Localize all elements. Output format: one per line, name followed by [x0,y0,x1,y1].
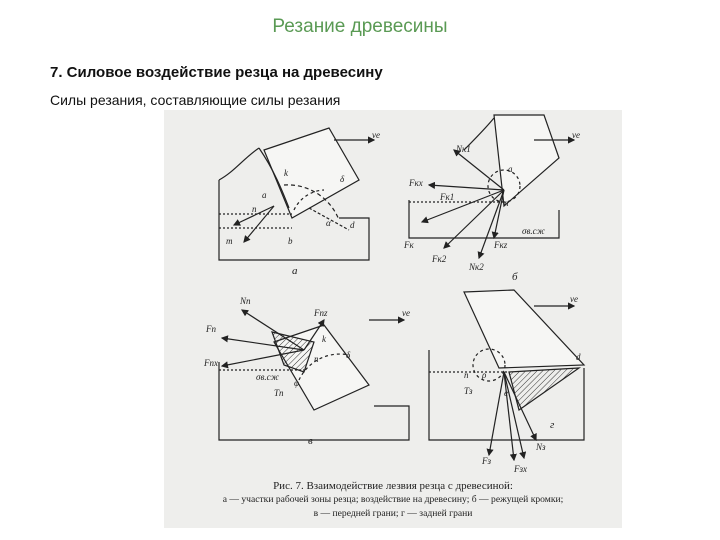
svg-text:Tп: Tп [274,388,284,398]
svg-text:ρ: ρ [482,370,487,380]
svg-text:vе: vе [402,308,410,318]
svg-text:Nк1: Nк1 [456,144,471,154]
svg-text:k: k [284,168,288,178]
svg-text:Nк2: Nк2 [469,262,484,272]
svg-text:n: n [464,370,469,380]
panel-b [409,115,574,258]
panel-a [219,128,374,260]
svg-text:d: d [350,220,355,230]
svg-text:Fкz: Fкz [494,240,508,250]
figure-caption-title: Рис. 7. Взаимодействие лезвия резца с древесиной: [273,480,513,492]
svg-text:δ: δ [346,350,351,360]
svg-text:Fк2: Fк2 [432,254,447,264]
svg-text:σв.сж: σв.сж [256,372,279,382]
panel-v [219,310,409,440]
panel-label-b: б [512,271,518,283]
figure-drawing [164,110,622,528]
svg-text:Tз: Tз [464,386,473,396]
svg-text:n: n [504,198,509,208]
svg-text:k: k [322,334,326,344]
svg-text:vе: vе [570,294,578,304]
svg-text:Fк: Fк [404,240,414,250]
svg-text:Nп: Nп [240,296,251,306]
svg-text:α: α [326,218,331,228]
svg-text:d: d [576,352,581,362]
svg-text:Fз: Fз [482,456,492,466]
cutting-forces-figure [164,110,622,528]
svg-text:Fпz: Fпz [314,308,328,318]
slide-title: Резание древесины [272,16,448,37]
panel-label-v: в [308,435,313,447]
svg-text:a: a [508,164,513,174]
svg-text:σв.сж: σв.сж [522,226,545,236]
panel-label-g: г [550,419,555,431]
svg-text:m: m [226,236,233,246]
figure-caption-line: в — передней грани; г — задней грани [313,508,473,519]
svg-text:Fп: Fп [206,324,216,334]
panel-label-a: а [292,265,298,277]
svg-text:Fкх: Fкх [409,178,423,188]
svg-text:Fпх: Fпх [204,358,218,368]
svg-text:φ: φ [294,378,299,388]
figure-caption-line: а — участки рабочей зоны резца; воздействие на древесину; б — режущей кромки; [222,494,564,505]
svg-text:n: n [252,204,257,214]
svg-text:n: n [314,354,319,364]
svg-text:δ: δ [340,174,345,184]
svg-text:Fк1: Fк1 [440,192,455,202]
svg-text:e: e [504,388,508,398]
section-subheading: Силы резания, составляющие силы резания [50,92,341,108]
svg-text:vе: vе [572,130,580,140]
svg-text:Fзх: Fзх [514,464,528,474]
section-heading: 7. Силовое воздействие резца на древесину [50,64,383,81]
panel-g [429,290,584,460]
svg-text:vе: vе [372,130,380,140]
svg-text:Nз: Nз [536,442,546,452]
svg-text:a: a [262,190,267,200]
svg-text:b: b [288,236,293,246]
